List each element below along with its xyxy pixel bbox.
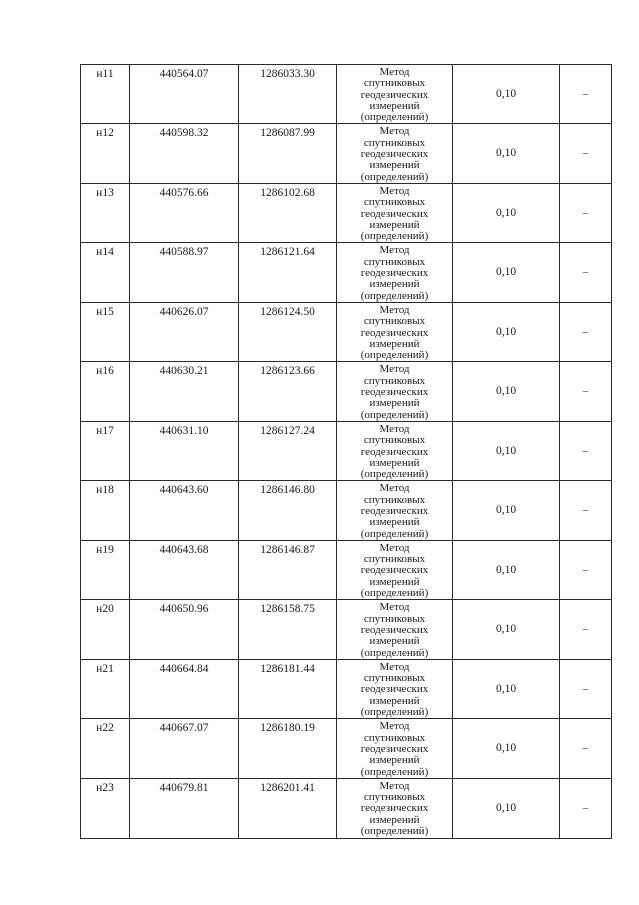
- method-line: (определений): [360, 230, 429, 243]
- x-coordinate: 440631.10: [159, 424, 209, 437]
- method-cell: [337, 65, 453, 124]
- x-coordinate-cell: [130, 302, 239, 361]
- table-row: [81, 243, 612, 302]
- accuracy-cell: [453, 719, 560, 778]
- method-line: Метод: [379, 720, 410, 733]
- method-line: измерений: [369, 635, 420, 648]
- accuracy-value: 0,10: [495, 206, 517, 219]
- method-line: измерений: [369, 754, 420, 767]
- description-value: –: [582, 87, 589, 100]
- method-line: измерений: [369, 694, 420, 707]
- method-line: измерений: [369, 159, 420, 172]
- method-line: геодезических: [360, 386, 429, 399]
- description-value: –: [582, 742, 589, 755]
- accuracy-cell: [453, 362, 560, 421]
- method-text: [337, 719, 452, 777]
- method-line: (определений): [360, 468, 429, 481]
- method-text: [337, 65, 452, 123]
- description-cell: [560, 243, 612, 302]
- x-coordinate: 440643.68: [159, 543, 209, 556]
- table-row: [81, 362, 612, 421]
- point-number: н23: [96, 781, 114, 794]
- method-line: геодезических: [360, 742, 429, 755]
- x-coordinate: 440588.97: [159, 246, 209, 259]
- method-line: спутниковых: [363, 731, 426, 744]
- y-coordinate-cell: [239, 659, 337, 718]
- table-row: [81, 481, 612, 540]
- accuracy-value: 0,10: [495, 682, 517, 695]
- method-line: измерений: [369, 218, 420, 231]
- method-line: измерений: [369, 813, 420, 826]
- method-line: измерений: [369, 337, 420, 350]
- method-line: спутниковых: [363, 612, 426, 625]
- method-line: геодезических: [360, 207, 429, 220]
- point-number-cell: [81, 719, 130, 778]
- point-number-cell: [81, 65, 130, 124]
- method-line: геодезических: [360, 148, 429, 161]
- description-value: –: [582, 623, 589, 636]
- accuracy-cell: [453, 302, 560, 361]
- method-text: [337, 541, 452, 599]
- description-value: –: [582, 147, 589, 160]
- coordinates-table-body: [81, 65, 612, 839]
- method-line: измерений: [369, 456, 420, 469]
- method-line: геодезических: [360, 564, 429, 577]
- point-number-cell: [81, 600, 130, 659]
- table-row: [81, 65, 612, 124]
- method-line: (определений): [360, 289, 429, 302]
- description-value: –: [582, 504, 589, 517]
- method-line: Метод: [379, 125, 410, 138]
- method-line: геодезических: [360, 445, 429, 458]
- method-line: (определений): [360, 111, 429, 124]
- description-cell: [560, 183, 612, 242]
- accuracy-cell: [453, 124, 560, 183]
- method-line: спутниковых: [363, 434, 426, 447]
- method-text: [337, 422, 452, 480]
- point-number-cell: [81, 481, 130, 540]
- description-cell: [560, 600, 612, 659]
- y-coordinate-cell: [239, 65, 337, 124]
- x-coordinate: 440664.84: [159, 662, 209, 675]
- point-number: н13: [96, 186, 114, 199]
- method-line: (определений): [360, 408, 429, 421]
- x-coordinate: 440626.07: [159, 305, 209, 318]
- y-coordinate-cell: [239, 362, 337, 421]
- method-line: спутниковых: [363, 77, 426, 90]
- accuracy-cell: [453, 600, 560, 659]
- method-line: спутниковых: [363, 791, 426, 804]
- accuracy-value: 0,10: [495, 147, 517, 160]
- y-coordinate: 1286127.24: [260, 424, 315, 437]
- method-cell: [337, 540, 453, 599]
- y-coordinate-cell: [239, 302, 337, 361]
- accuracy-value: 0,10: [495, 325, 517, 338]
- description-cell: [560, 659, 612, 718]
- accuracy-value: 0,10: [495, 87, 517, 100]
- accuracy-value: 0,10: [495, 742, 517, 755]
- method-line: (определений): [360, 587, 429, 600]
- y-coordinate-cell: [239, 421, 337, 480]
- accuracy-value: 0,10: [495, 504, 517, 517]
- method-line: Метод: [379, 184, 410, 197]
- point-number: н21: [96, 662, 114, 675]
- method-cell: [337, 124, 453, 183]
- accuracy-cell: [453, 659, 560, 718]
- method-line: (определений): [360, 706, 429, 719]
- point-number: н11: [96, 68, 114, 80]
- accuracy-value: 0,10: [495, 444, 517, 457]
- method-line: Метод: [379, 601, 410, 614]
- method-line: измерений: [369, 575, 420, 588]
- description-cell: [560, 540, 612, 599]
- description-cell: [560, 124, 612, 183]
- description-value: –: [582, 206, 589, 219]
- accuracy-cell: [453, 778, 560, 838]
- method-line: Метод: [379, 363, 410, 376]
- method-line: измерений: [369, 516, 420, 529]
- x-coordinate-cell: [130, 65, 239, 124]
- accuracy-cell: [453, 183, 560, 242]
- point-number-cell: [81, 183, 130, 242]
- method-cell: [337, 600, 453, 659]
- y-coordinate: 1286181.44: [260, 662, 315, 675]
- y-coordinate: 1286102.68: [260, 186, 315, 199]
- method-cell: [337, 302, 453, 361]
- method-text: [337, 779, 452, 837]
- y-coordinate-cell: [239, 540, 337, 599]
- method-line: геодезических: [360, 267, 429, 280]
- table-row: [81, 421, 612, 480]
- y-coordinate: 1286121.64: [260, 246, 315, 259]
- y-coordinate: 1286033.30: [260, 68, 315, 80]
- method-line: (определений): [360, 825, 429, 837]
- description-value: –: [582, 444, 589, 457]
- method-line: Метод: [379, 541, 410, 554]
- method-text: [337, 243, 452, 301]
- y-coordinate: 1286201.41: [260, 781, 315, 794]
- method-line: спутниковых: [363, 553, 426, 566]
- point-number-cell: [81, 659, 130, 718]
- point-number: н16: [96, 365, 114, 378]
- method-line: Метод: [379, 482, 410, 495]
- point-number-cell: [81, 362, 130, 421]
- method-line: геодезических: [360, 326, 429, 339]
- y-coordinate-cell: [239, 778, 337, 838]
- x-coordinate-cell: [130, 600, 239, 659]
- table-row: [81, 540, 612, 599]
- accuracy-value: 0,10: [495, 385, 517, 398]
- point-number: н18: [96, 484, 114, 497]
- x-coordinate-cell: [130, 540, 239, 599]
- method-cell: [337, 659, 453, 718]
- description-value: –: [582, 266, 589, 279]
- point-number-cell: [81, 302, 130, 361]
- method-line: (определений): [360, 646, 429, 659]
- method-line: (определений): [360, 527, 429, 540]
- method-cell: [337, 362, 453, 421]
- method-cell: [337, 481, 453, 540]
- accuracy-cell: [453, 481, 560, 540]
- description-cell: [560, 65, 612, 124]
- y-coordinate-cell: [239, 481, 337, 540]
- method-cell: [337, 243, 453, 302]
- method-line: Метод: [379, 303, 410, 316]
- y-coordinate-cell: [239, 183, 337, 242]
- description-value: –: [582, 682, 589, 695]
- method-line: спутниковых: [363, 196, 426, 209]
- y-coordinate: 1286123.66: [260, 365, 315, 378]
- method-line: геодезических: [360, 88, 429, 101]
- accuracy-value: 0,10: [495, 801, 517, 814]
- point-number: н15: [96, 305, 114, 318]
- method-text: [337, 303, 452, 361]
- description-cell: [560, 362, 612, 421]
- description-value: –: [582, 563, 589, 576]
- x-coordinate-cell: [130, 421, 239, 480]
- table-row: [81, 778, 612, 838]
- x-coordinate: 440643.60: [159, 484, 209, 497]
- y-coordinate: 1286146.80: [260, 484, 315, 497]
- table-row: [81, 183, 612, 242]
- point-number-cell: [81, 778, 130, 838]
- y-coordinate-cell: [239, 124, 337, 183]
- method-line: спутниковых: [363, 672, 426, 685]
- coordinates-table: [80, 64, 612, 839]
- accuracy-cell: [453, 421, 560, 480]
- method-line: измерений: [369, 397, 420, 410]
- x-coordinate: 440667.07: [159, 722, 209, 735]
- method-text: [337, 481, 452, 539]
- x-coordinate: 440576.66: [159, 186, 209, 199]
- description-cell: [560, 421, 612, 480]
- method-line: измерений: [369, 99, 420, 112]
- x-coordinate-cell: [130, 243, 239, 302]
- method-line: (определений): [360, 170, 429, 183]
- method-text: [337, 184, 452, 242]
- description-cell: [560, 302, 612, 361]
- x-coordinate: 440679.81: [159, 781, 209, 794]
- y-coordinate: 1286180.19: [260, 722, 315, 735]
- point-number: н22: [96, 722, 114, 735]
- accuracy-value: 0,10: [495, 563, 517, 576]
- method-line: геодезических: [360, 802, 429, 815]
- table-row: [81, 124, 612, 183]
- x-coordinate-cell: [130, 719, 239, 778]
- method-line: Метод: [379, 779, 410, 792]
- accuracy-value: 0,10: [495, 266, 517, 279]
- description-value: –: [582, 801, 589, 814]
- method-text: [337, 362, 452, 420]
- point-number-cell: [81, 540, 130, 599]
- method-line: геодезических: [360, 504, 429, 517]
- method-line: геодезических: [360, 683, 429, 696]
- y-coordinate-cell: [239, 243, 337, 302]
- method-line: измерений: [369, 278, 420, 291]
- x-coordinate: 440598.32: [159, 127, 209, 140]
- method-line: Метод: [379, 422, 410, 435]
- method-line: спутниковых: [363, 315, 426, 328]
- description-value: –: [582, 385, 589, 398]
- x-coordinate-cell: [130, 659, 239, 718]
- x-coordinate-cell: [130, 362, 239, 421]
- method-cell: [337, 421, 453, 480]
- point-number: н14: [96, 246, 114, 259]
- method-cell: [337, 183, 453, 242]
- method-line: (определений): [360, 349, 429, 362]
- x-coordinate-cell: [130, 124, 239, 183]
- method-line: спутниковых: [363, 255, 426, 268]
- x-coordinate-cell: [130, 183, 239, 242]
- table-row: [81, 302, 612, 361]
- accuracy-cell: [453, 540, 560, 599]
- method-line: Метод: [379, 66, 410, 78]
- description-value: –: [582, 325, 589, 338]
- x-coordinate: 440650.96: [159, 603, 209, 616]
- y-coordinate-cell: [239, 600, 337, 659]
- method-line: геодезических: [360, 623, 429, 636]
- description-cell: [560, 481, 612, 540]
- y-coordinate: 1286124.50: [260, 305, 315, 318]
- y-coordinate: 1286087.99: [260, 127, 315, 140]
- method-line: спутниковых: [363, 374, 426, 387]
- accuracy-cell: [453, 243, 560, 302]
- point-number-cell: [81, 243, 130, 302]
- table-row: [81, 600, 612, 659]
- method-text: [337, 600, 452, 658]
- point-number-cell: [81, 421, 130, 480]
- y-coordinate: 1286146.87: [260, 543, 315, 556]
- method-cell: [337, 719, 453, 778]
- method-line: спутниковых: [363, 136, 426, 149]
- table-row: [81, 719, 612, 778]
- point-number-cell: [81, 124, 130, 183]
- method-line: Метод: [379, 244, 410, 257]
- description-cell: [560, 719, 612, 778]
- point-number: н12: [96, 127, 114, 140]
- method-line: Метод: [379, 660, 410, 673]
- point-number: н20: [96, 603, 114, 616]
- method-line: спутниковых: [363, 493, 426, 506]
- point-number: н19: [96, 543, 114, 556]
- method-cell: [337, 778, 453, 838]
- method-text: [337, 660, 452, 718]
- accuracy-value: 0,10: [495, 623, 517, 636]
- y-coordinate-cell: [239, 719, 337, 778]
- accuracy-cell: [453, 65, 560, 124]
- x-coordinate-cell: [130, 481, 239, 540]
- x-coordinate: 440564.07: [159, 68, 209, 80]
- method-line: (определений): [360, 765, 429, 778]
- method-text: [337, 124, 452, 182]
- x-coordinate-cell: [130, 778, 239, 838]
- y-coordinate: 1286158.75: [260, 603, 315, 616]
- x-coordinate: 440630.21: [159, 365, 209, 378]
- point-number: н17: [96, 424, 114, 437]
- description-cell: [560, 778, 612, 838]
- table-row: [81, 659, 612, 718]
